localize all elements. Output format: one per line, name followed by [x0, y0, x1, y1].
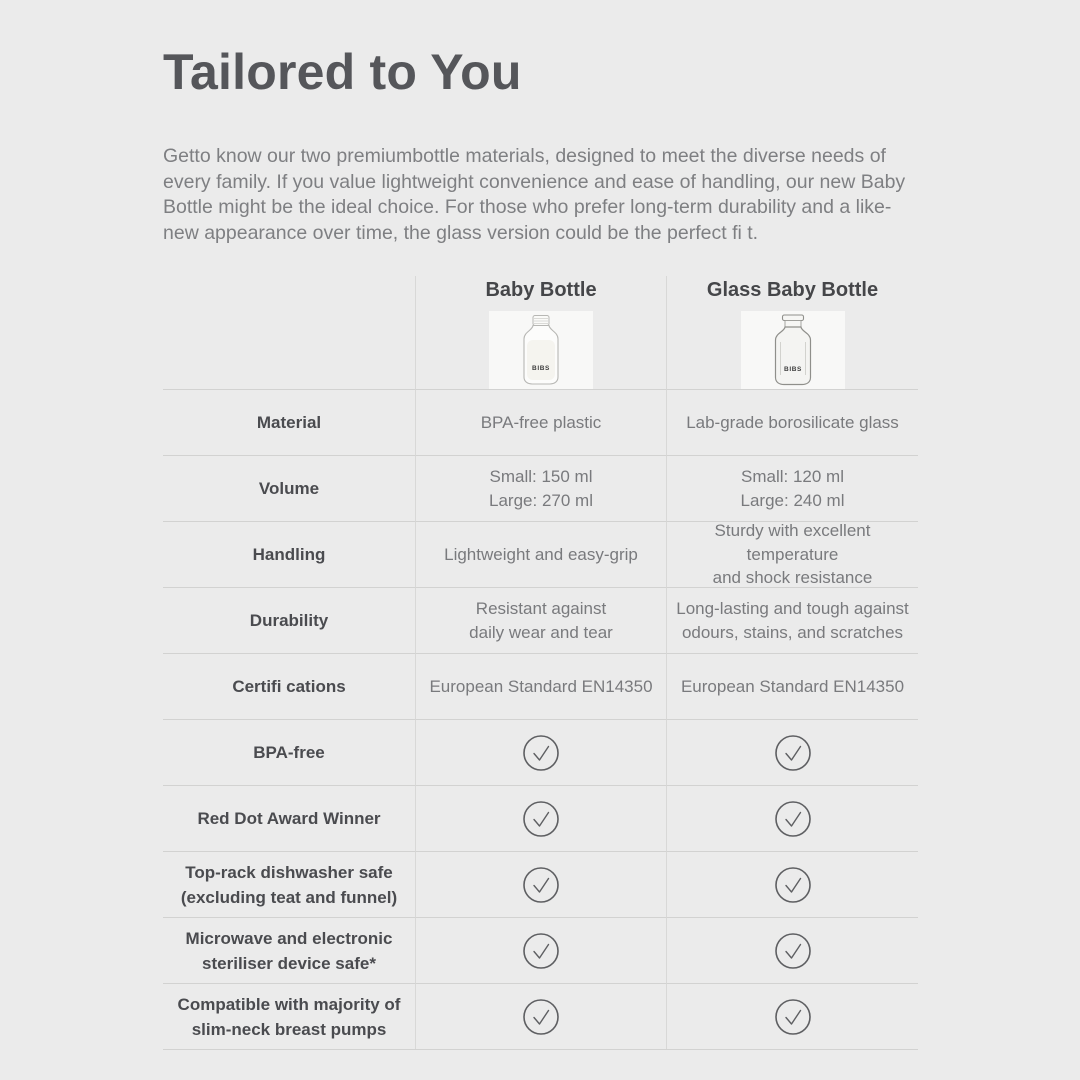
bpa-free-glass-check [666, 719, 918, 785]
check-icon [522, 998, 560, 1036]
check-icon [774, 800, 812, 838]
handling-baby-value: Lightweight and easy-grip [415, 521, 666, 587]
dishwasher-baby-check [415, 851, 666, 917]
durability-glass-value: Long-lasting and tough against odours, stains, and scratches [666, 587, 918, 653]
check-icon [522, 734, 560, 772]
material-glass-value: Lab-grade borosilicate glass [666, 389, 918, 455]
steriliser-glass-check [666, 917, 918, 983]
volume-baby-value: Small: 150 ml Large: 270 ml [415, 455, 666, 521]
check-icon [522, 800, 560, 838]
page-title: Tailored to You [163, 44, 522, 100]
column-header-baby-bottle [415, 276, 666, 389]
row-label-steriliser-safe: Microwave and electronic steriliser device safe* [163, 917, 415, 983]
row-label-material: Material [163, 389, 415, 455]
table-corner-cell [163, 276, 415, 389]
check-icon [774, 998, 812, 1036]
check-icon [522, 932, 560, 970]
baby-bottle-image [489, 311, 593, 389]
red-dot-baby-check [415, 785, 666, 851]
comparison-table [163, 276, 918, 1050]
row-label-breast-pump-compatible: Compatible with majority of slim-neck breast pumps [163, 983, 415, 1049]
glass-baby-bottle-column-title: Glass Baby Bottle [706, 279, 879, 301]
certifications-baby-value: European Standard EN14350 [415, 653, 666, 719]
glass-baby-bottle-image [741, 311, 845, 389]
glass-baby-bottle-icon [767, 313, 819, 387]
check-icon [774, 932, 812, 970]
durability-baby-value: Resistant against daily wear and tear [415, 587, 666, 653]
bottle-brand-text: BIBS [783, 366, 802, 373]
baby-bottle-icon [515, 313, 567, 387]
bpa-free-baby-check [415, 719, 666, 785]
red-dot-glass-check [666, 785, 918, 851]
certifications-glass-value: European Standard EN14350 [666, 653, 918, 719]
row-label-volume: Volume [163, 455, 415, 521]
row-label-bpa-free: BPA-free [163, 719, 415, 785]
check-icon [774, 866, 812, 904]
check-icon [522, 866, 560, 904]
row-label-handling: Handling [163, 521, 415, 587]
dishwasher-glass-check [666, 851, 918, 917]
check-icon [774, 734, 812, 772]
row-label-dishwasher-safe: Top-rack dishwasher safe (excluding teat and funnel) [163, 851, 415, 917]
baby-bottle-column-title: Baby Bottle [485, 279, 597, 301]
steriliser-baby-check [415, 917, 666, 983]
volume-glass-value: Small: 120 ml Large: 240 ml [666, 455, 918, 521]
row-label-certifications: Certifi cations [163, 653, 415, 719]
intro-paragraph: Getto know our two premiumbottle materials, designed to meet the diverse needs of every family. If you value lightweight convenience and ease of handling, our new Baby Bottle might be the ideal choice. For those who prefer long-term durability and a like-new appearance over time, the glass version could be the perfect fi t. [163, 145, 906, 244]
breast-pump-baby-check [415, 983, 666, 1049]
row-label-durability: Durability [163, 587, 415, 653]
breast-pump-glass-check [666, 983, 918, 1049]
bottle-brand-text: BIBS [532, 365, 550, 372]
row-label-red-dot-award: Red Dot Award Winner [163, 785, 415, 851]
handling-glass-value: Sturdy with excellent temperature and shock resistance [666, 521, 918, 587]
material-baby-value: BPA-free plastic [415, 389, 666, 455]
column-header-glass-baby-bottle [666, 276, 918, 389]
